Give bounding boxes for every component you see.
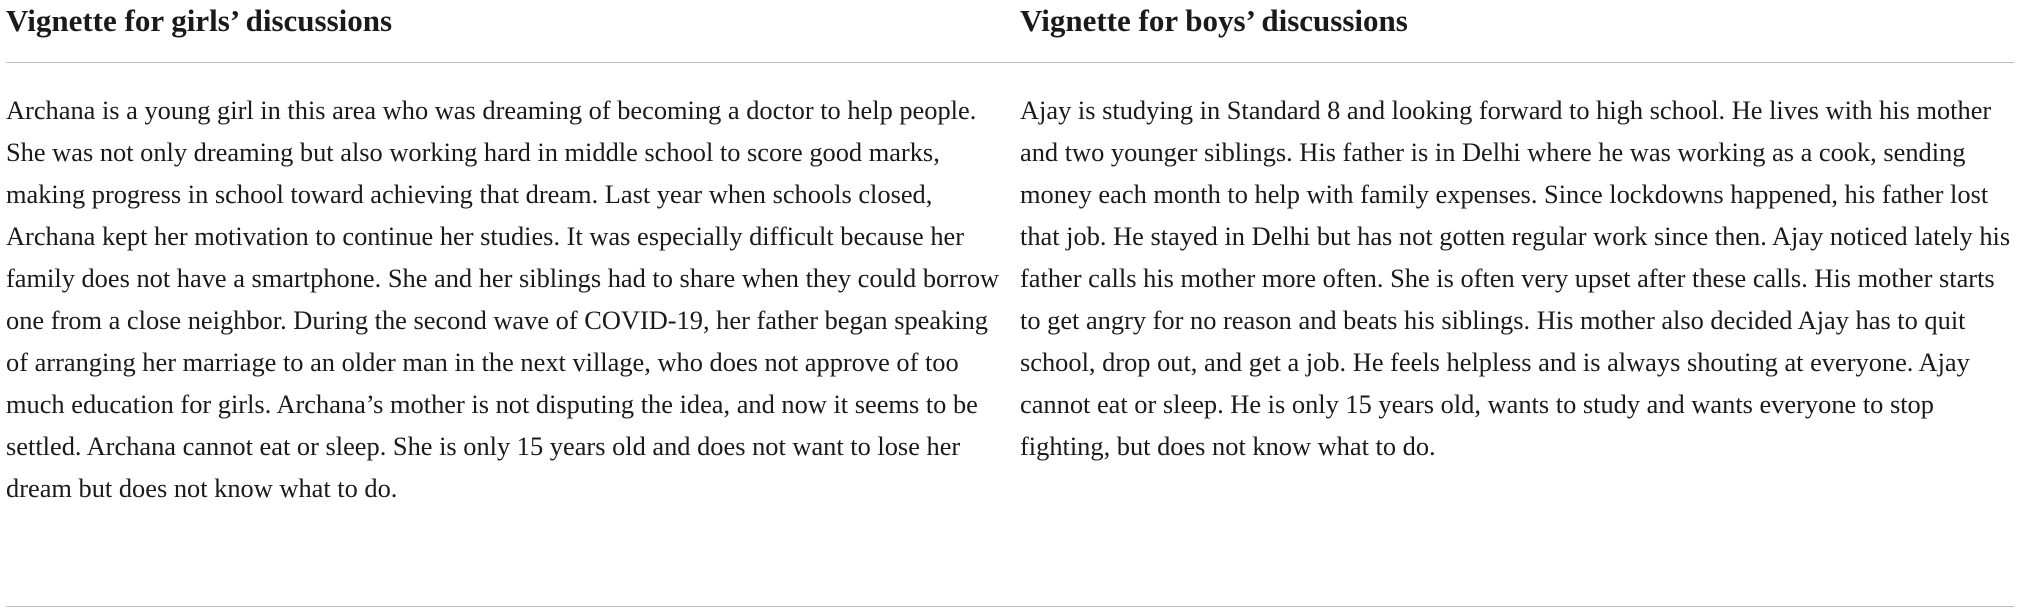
header-girls-vignette: Vignette for girls’ discussions [6, 3, 393, 38]
header-divider [6, 62, 2014, 63]
header-boys-vignette: Vignette for boys’ discussions [1020, 3, 1408, 38]
boys-vignette-text: Ajay is studying in Standard 8 and looking forward to high school. He lives with his mother and two younger siblings. His father is in Delhi where he was working as a cook, sending money each month to help with family expenses. Since lockdowns happened, his father lost that job. He stayed in Delhi but has not gotten regular work since then. Ajay noticed lately his father calls his mother more often. She is often very upset after these calls. His mother starts to get angry for no reason and beats his siblings. His mother also decided Ajay has to quit school, drop out, and get a job. He feels helpless and is always shouting at everyone. Ajay cannot eat or sleep. He is only 15 years old, wants to study and wants everyone to stop fighting, but does not know what to do. [1020, 95, 2011, 461]
table-bottom-divider [6, 606, 2014, 607]
girls-vignette-text: Archana is a young girl in this area who was dreaming of becoming a doctor to help people. She was not only dreaming but also working hard in middle school to score good marks, making progress in school toward achieving that dream. Last year when schools closed, Archana kept her motivation to continue her studies. It was especially difficult because her family does not have a smartphone. She and her siblings had to share when they could borrow one from a close neighbor. During the second wave of COVID-19, her father began speaking of arranging her marriage to an older man in the next village, who does not approve of too much education for girls. Archana’s mother is not disputing the idea, and now it seems to be settled. Archana cannot eat or sleep. She is only 15 years old and does not want to lose her dream but does not know what to do. [6, 95, 1000, 503]
